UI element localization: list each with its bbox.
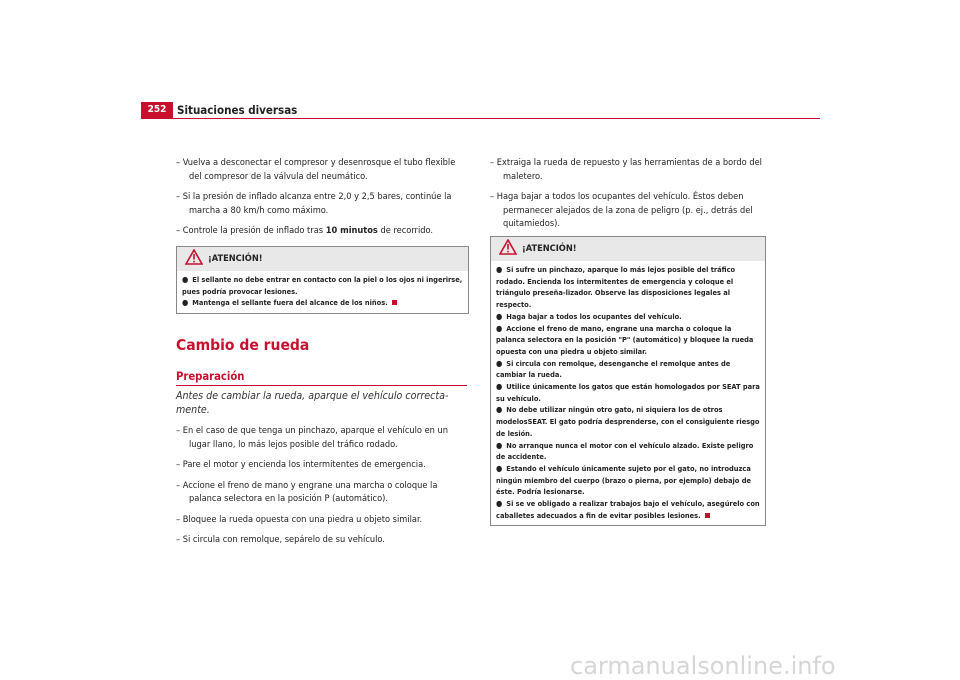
- page-number: 252: [141, 102, 173, 118]
- bullet-icon: ●: [496, 405, 503, 415]
- warning-item: ● Si se ve obligado a realizar trabajos bajo el vehículo, asegúrelo con caballetes adecuados a fin de evitar posibles lesiones.: [496, 499, 760, 520]
- warning-item: ● Utilice únicamente los gatos que están homologados por SEAT para su vehículo.: [496, 382, 760, 403]
- bullet-icon: ●: [496, 499, 503, 509]
- emphasis-text: 10 minutos: [325, 225, 378, 236]
- bullet-icon: ●: [182, 275, 189, 284]
- header-rule: [141, 118, 820, 119]
- warning-item: ● Mantenga el sellante fuera del alcance de los niños.: [182, 297, 463, 309]
- warning-triangle-icon: [185, 249, 203, 265]
- step-item: – Vuelva a desconectar el compresor y desenrosque el tubo flexible del compresor de la válvula del neumático.: [176, 157, 456, 182]
- warning-item: ● No arranque nunca el motor con el vehículo alzado. Existe peligro de accidente.: [496, 440, 754, 462]
- warning-header: [491, 237, 765, 261]
- step-item: – Accione el freno de mano y engrane una marcha o coloque la palanca selectora en la posición P (automático).: [176, 479, 438, 504]
- section-title: Cambio de rueda: [176, 336, 310, 354]
- bullet-icon: ●: [496, 382, 503, 392]
- warning-box: [176, 246, 469, 314]
- warning-item: ● No debe utilizar ningún otro gato, ni siquiera los de otros modelosSEAT. El gato podría desprenderse, con el consiguiente riesgo de lesión.: [496, 405, 760, 438]
- step-item: – En el caso de que tenga un pinchazo, aparque el vehículo en un lugar llano, lo más lejos posible del tráfico rodado.: [176, 425, 449, 450]
- warning-header: [177, 247, 468, 271]
- warning-title: ¡ATENCIÓN!: [522, 243, 577, 254]
- step-item: – Bloquee la rueda opuesta con una piedra u objeto similar.: [176, 513, 423, 525]
- bullet-icon: ●: [496, 440, 503, 450]
- step-item: – Haga bajar a todos los ocupantes del vehículo. Éstos deben permanecer alejados de la zona de peligro (p. ej., detrás del quitamiedos).: [490, 191, 753, 229]
- step-item: – Pare el motor y encienda los intermitentes de emergencia.: [176, 459, 426, 470]
- bullet-icon: ●: [496, 265, 503, 274]
- warning-body: [491, 261, 765, 525]
- running-title: Situaciones diversas: [177, 103, 298, 117]
- end-marker-icon: [705, 513, 710, 518]
- warning-item: ● Accione el freno de mano, engrane una marcha o coloque la palanca selectora en la posición "P" (automático) y bloquee la rueda opuesta con una piedra u objeto similar.: [496, 323, 754, 356]
- step-item: – Si circula con remolque, sepárelo de su vehículo.: [176, 534, 385, 545]
- step-item: – Extraiga la rueda de repuesto y las herramientas de a bordo del maletero.: [490, 157, 762, 182]
- bullet-icon: ●: [496, 311, 503, 321]
- right-steps: [490, 156, 766, 238]
- left-steps: [176, 156, 468, 245]
- step-item: – Controle la presión de inflado tras 10 minutos de recorrido.: [176, 225, 434, 236]
- warning-box: [490, 236, 766, 526]
- warning-item: ● Si circula con remolque, desenganche el remolque antes de cambiar la rueda.: [496, 358, 731, 380]
- warning-item: ● El sellante no debe entrar en contacto con la piel o los ojos ni ingerirse, pues podría provocar lesiones.: [182, 275, 463, 296]
- warning-body: [177, 271, 468, 313]
- bullet-icon: ●: [496, 358, 503, 368]
- bullet-icon: ●: [182, 298, 189, 308]
- warning-title: ¡ATENCIÓN!: [208, 253, 263, 264]
- subsection-title: Preparación: [176, 370, 245, 383]
- warning-item: ● Haga bajar a todos los ocupantes del vehículo.: [496, 311, 682, 321]
- bullet-icon: ●: [496, 323, 503, 333]
- prep-steps: [176, 424, 468, 554]
- warning-triangle-icon: [499, 239, 517, 255]
- warning-item: ● Si sufre un pinchazo, aparque lo más lejos posible del tráfico rodado. Encienda los intermitentes de emergencia y coloque el triángulo preseña-lizador. Observe las disposiciones legales al respecto.: [496, 265, 736, 310]
- watermark: carmanualsonline.info: [570, 652, 836, 680]
- step-item: – Si la presión de inflado alcanza entre 2,0 y 2,5 bares, continúe la marcha a 80 km/h como máximo.: [176, 191, 452, 216]
- bullet-icon: ●: [496, 463, 503, 473]
- warning-item: ● Estando el vehículo únicamente sujeto por el gato, no introduzca ningún miembro del cuerpo (brazo o pierna, por ejemplo) debajo de éste. Podría lesionarse.: [496, 463, 751, 497]
- subsection-rule: [176, 385, 467, 386]
- end-marker-icon: [392, 300, 397, 305]
- intro-text: Antes de cambiar la rueda, aparque el vehículo correcta-mente.: [176, 390, 449, 416]
